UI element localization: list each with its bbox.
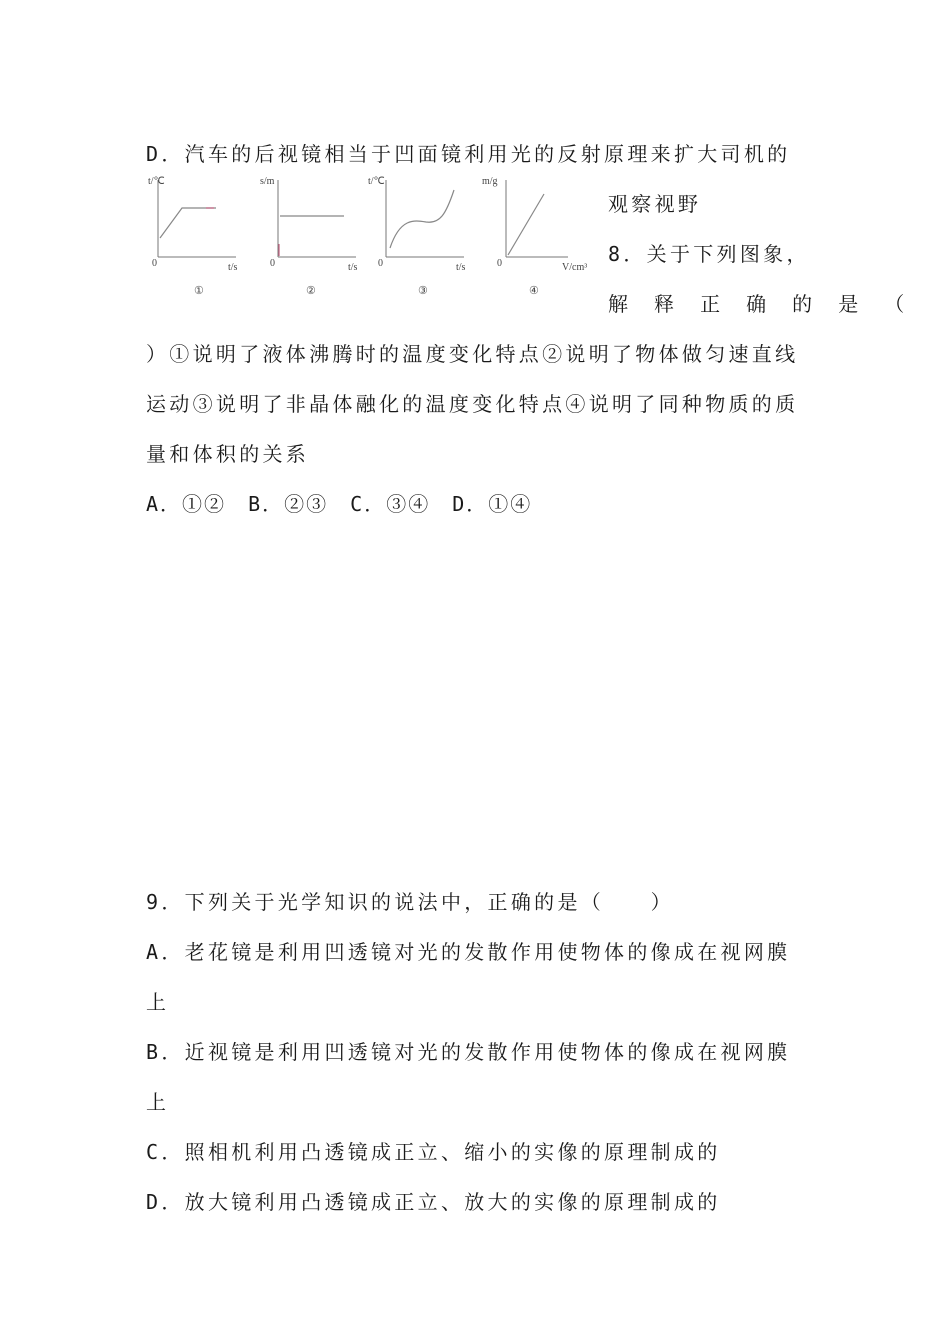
graph-3-caption: ③ (418, 285, 428, 297)
q9-option-d: D．放大镜利用凸透镜成正立、放大的实像的原理制成的 (146, 1190, 721, 1214)
graph-4-ylabel: m/g (482, 176, 498, 187)
graph-2-ylabel: s/m (260, 176, 275, 187)
graph-1-origin: 0 (152, 258, 157, 269)
q7-option-d-line1: D．汽车的后视镜相当于凹面镜利用光的反射原理来扩大司机的 (146, 142, 791, 166)
graph-4-caption: ④ (529, 285, 539, 297)
graph-1-caption: ① (194, 285, 204, 297)
graph-2 (260, 176, 358, 297)
q8-graphs-svg (148, 172, 600, 300)
graph-3-curve (390, 190, 454, 248)
q8-stem-line3: ）①说明了液体沸腾时的温度变化特点②说明了物体做匀速直线 (146, 342, 799, 366)
graph-2-origin: 0 (270, 258, 275, 269)
graph-1-curve (160, 208, 216, 238)
q8-graphs-figure (148, 172, 600, 300)
q8-options: A．①② B．②③ C．③④ D．①④ (146, 492, 533, 516)
graph-1-xlabel: t/s (228, 262, 238, 273)
graph-1 (148, 176, 238, 297)
q9-option-c: C．照相机利用凸透镜成正立、缩小的实像的原理制成的 (146, 1140, 721, 1164)
graph-4-curve (508, 194, 544, 255)
q7-option-d-line2: 观察视野 (608, 192, 702, 216)
q9-option-a-line2: 上 (146, 990, 170, 1014)
graph-2-caption: ② (306, 285, 316, 297)
q8-stem-line2: 解 释 正 确 的 是 （ (608, 292, 912, 316)
graph-1-ylabel: t/℃ (148, 176, 165, 187)
graph-3-xlabel: t/s (456, 262, 466, 273)
graph-4 (482, 176, 587, 297)
graph-3-ylabel: t/℃ (368, 176, 385, 187)
q8-stem-line5: 量和体积的关系 (146, 442, 310, 466)
q9-option-a-line1: A．老花镜是利用凹透镜对光的发散作用使物体的像成在视网膜 (146, 940, 791, 964)
graph-3-origin: 0 (378, 258, 383, 269)
q9-option-b-line1: B．近视镜是利用凹透镜对光的发散作用使物体的像成在视网膜 (146, 1040, 791, 1064)
q9-stem: 9．下列关于光学知识的说法中，正确的是（ ） (146, 890, 674, 914)
q8-stem-line4: 运动③说明了非晶体融化的温度变化特点④说明了同种物质的质 (146, 392, 799, 416)
graph-2-xlabel: t/s (348, 262, 358, 273)
q8-stem-line1: 8．关于下列图象， (608, 242, 810, 266)
graph-4-origin: 0 (497, 258, 502, 269)
q9-option-b-line2: 上 (146, 1090, 170, 1114)
graph-3 (368, 176, 466, 297)
graph-4-xlabel: V/cm³ (562, 262, 588, 273)
